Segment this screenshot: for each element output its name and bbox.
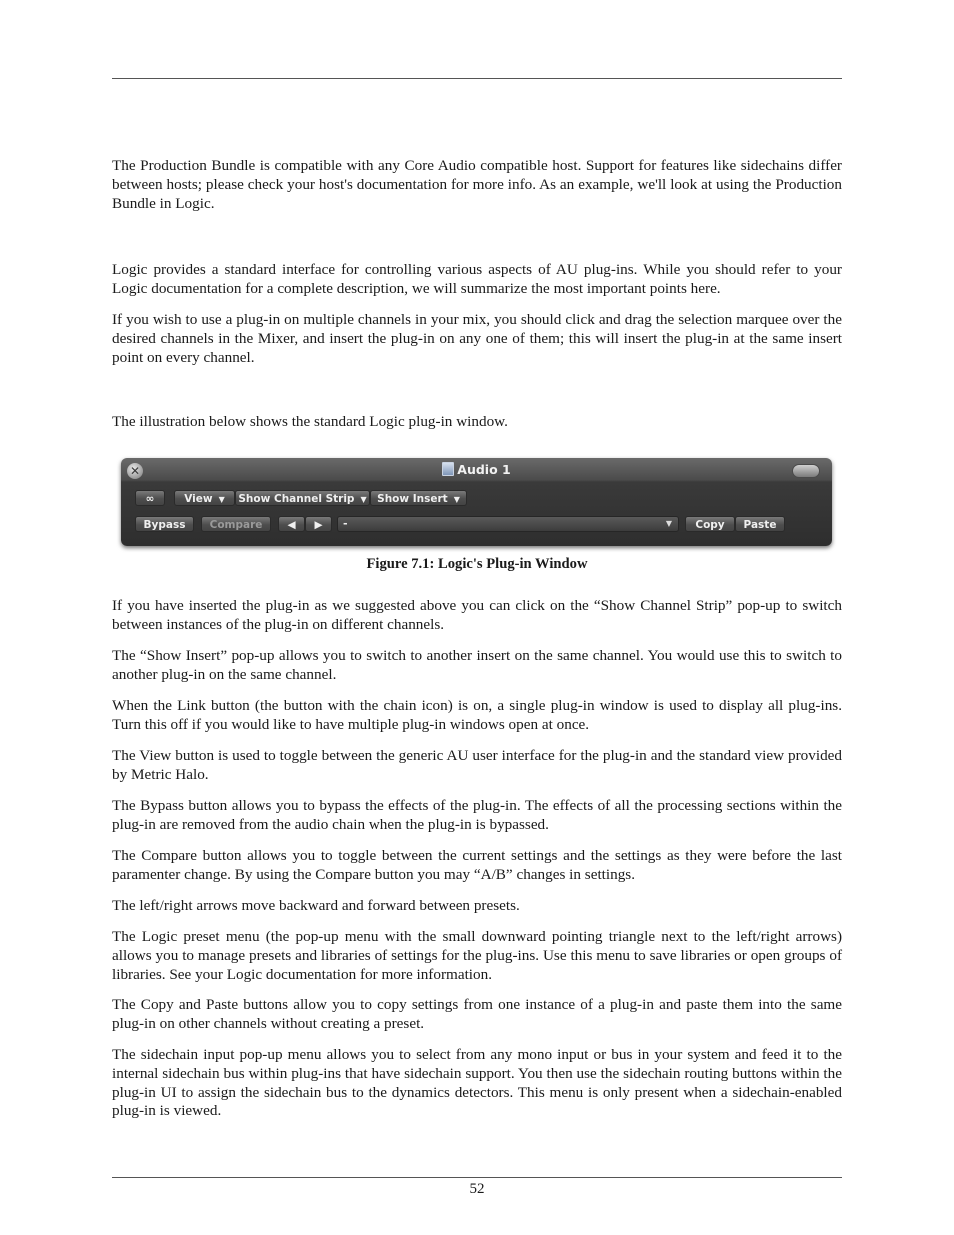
- multiple-channels-paragraph: If you wish to use a plug-in on multiple channels in your mix, you should click and drag the selection marquee over the desired channels in the Mixer, and insert the plug-in on any one of them; this will insert the plug-in at the same insert point on every channel.: [112, 311, 842, 366]
- channel-strip-paragraph: If you have inserted the plug-in as we suggested above you can click on the “Show Channel Strip” pop-up to switch between instances of the plug-in on different channels.: [112, 597, 842, 633]
- toolbar-toggle-button[interactable]: [792, 464, 820, 478]
- compare-button[interactable]: Compare: [201, 516, 271, 532]
- logic-plugin-window-figure: [121, 458, 832, 546]
- chain-icon: ∞: [145, 493, 155, 505]
- preset-value: -: [343, 517, 348, 530]
- previous-preset-button[interactable]: [278, 516, 305, 532]
- window-title-text: Audio 1: [457, 462, 511, 477]
- view-label: View: [184, 493, 213, 505]
- channel-strip-label: Show Channel Strip: [238, 493, 355, 505]
- paste-button[interactable]: Paste: [735, 516, 785, 532]
- show-insert-popup[interactable]: [370, 490, 467, 506]
- chevron-down-icon: ▼: [218, 495, 225, 504]
- chevron-down-icon: ▼: [360, 495, 367, 504]
- preset-menu-paragraph: The Logic preset menu (the pop-up menu with the small downward pointing triangle next to the left/right arrows) allows you to manage presets and libraries of settings for the plug-ins. Use this menu to save libraries or open groups of libraries. See your Logic documentation for more information.: [112, 928, 842, 983]
- chevron-down-icon: ▼: [453, 495, 460, 504]
- footer-rule: [112, 1177, 842, 1178]
- close-icon[interactable]: ✕: [127, 463, 143, 479]
- arrow-right-icon: ▶: [314, 519, 323, 531]
- intro-paragraph: The Production Bundle is compatible with any Core Audio compatible host. Support for features like sidechains differ between hosts; please check your host's documentation for more info. As an example, we'll look at using the Production Bundle in Logic.: [112, 157, 842, 212]
- illustration-intro-paragraph: The illustration below shows the standard Logic plug-in window.: [112, 413, 508, 430]
- page-number: 52: [469, 1181, 485, 1197]
- figure-caption: Figure 7.1: Logic's Plug-in Window: [366, 556, 588, 572]
- bypass-button[interactable]: Bypass: [135, 516, 194, 532]
- plugin-window-title: [121, 462, 832, 477]
- chevron-down-icon: ▼: [665, 519, 672, 528]
- view-popup[interactable]: [174, 490, 235, 506]
- arrow-left-icon: ◀: [287, 519, 296, 531]
- compare-button-paragraph: The Compare button allows you to toggle between the current settings and the settings as they were before the last paramenter change. By using the Compare button you may “A/B” changes in settings.: [112, 847, 842, 883]
- next-preset-button[interactable]: [305, 516, 332, 532]
- audio-track-icon: [442, 462, 454, 476]
- logic-interface-paragraph: Logic provides a standard interface for controlling various aspects of AU plug-ins. While you should refer to your Logic documentation for a complete description, we will summarize the most important points here.: [112, 261, 842, 297]
- view-button-paragraph: The View button is used to toggle between the generic AU user interface for the plug-in and the standard view provided by Metric Halo.: [112, 747, 842, 783]
- sidechain-paragraph: The sidechain input pop-up menu allows you to select from any mono input or bus in your system and feed it to the internal sidechain bus within plug-ins that have sidechain support. You then use the sidechain routing buttons within the plug-in UI to assign the sidechain bus to the dynamics detectors. This menu is only present when a sidechain-enabled plug-in is viewed.: [112, 1046, 842, 1120]
- show-insert-paragraph: The “Show Insert” pop-up allows you to switch to another insert on the same channel. You would use this to switch to another plug-in on the same channel.: [112, 647, 842, 683]
- insert-label: Show Insert: [377, 493, 448, 505]
- copy-button[interactable]: Copy: [685, 516, 735, 532]
- link-button-paragraph: When the Link button (the button with the chain icon) is on, a single plug-in window is used to display all plug-ins. Turn this off if you would like to have multiple plug-in windows open at once.: [112, 697, 842, 733]
- show-channel-strip-popup[interactable]: [235, 490, 370, 506]
- preset-menu[interactable]: [337, 516, 679, 532]
- plugin-window-titlebar: [121, 458, 832, 484]
- arrows-paragraph: The left/right arrows move backward and forward between presets.: [112, 897, 520, 914]
- bypass-button-paragraph: The Bypass button allows you to bypass the effects of the plug-in. The effects of all the processing sections within the plug-in are removed from the audio chain when the plug-in is bypassed.: [112, 797, 842, 833]
- header-rule: [112, 78, 842, 79]
- link-button[interactable]: [135, 490, 165, 506]
- copy-paste-paragraph: The Copy and Paste buttons allow you to copy settings from one instance of a plug-in and paste them into the same plug-in on other channels without creating a preset.: [112, 996, 842, 1032]
